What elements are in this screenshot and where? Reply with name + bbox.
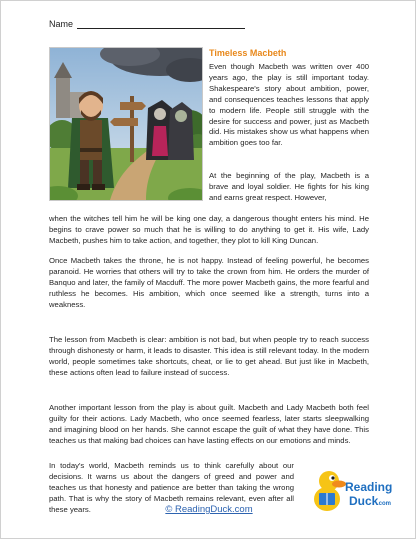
name-label: Name [49, 19, 74, 29]
name-field[interactable] [49, 19, 245, 29]
paragraph-1: Even though Macbeth was written over 400 years ago, the play is still important today. Shakespeare's story about ambition, power, and consequences teaches lessons that apply to modern life. People still struggle with the desire for success and power, just as Macbeth did. His mistakes show us what happens when ambition goes too far. [209, 62, 369, 148]
name-line[interactable] [77, 19, 245, 29]
paragraph-2-start: At the beginning of the play, Macbeth is a brave and loyal soldier. He fights for his king and earns great respect. However, [209, 171, 369, 202]
footer-link[interactable]: © ReadingDuck.com [165, 504, 253, 515]
logo-text-line1: Reading [345, 480, 393, 494]
macbeth-illustration [49, 47, 203, 201]
logo-text-line2: Duck [349, 494, 379, 508]
worksheet-title: Timeless Macbeth [209, 48, 287, 58]
logo-text-suffix: .com [377, 501, 392, 507]
illustration-macbeth-icon [50, 48, 202, 200]
paragraph-2-continued: when the witches tell him he will be king one day, a dangerous thought enters his mind. He begins to crave power so much that he is willing to do anything to get it. His wife, Lady Macbeth, pushes him to take action, and together, they plot to kill King Duncan. [49, 214, 369, 245]
paragraph-4: The lesson from Macbeth is clear: ambition is not bad, but when people try to reach success through dishonesty or harm, it leads to disaster. This idea is still relevant today. In the modern world, people sometimes take shortcuts, cheat, or lie to get ahead. But just like in Macbeth, these actions often lead to failure instead of success. [49, 335, 369, 377]
footer [1, 504, 416, 515]
paragraph-6: In today's world, Macbeth reminds us to think carefully about our decisions. It warns us about the dangers of greed and power and teaches us that honesty and patience are better than taking the wrong path. That is why the story of Macbeth remains relevant, even after all these years. [49, 461, 294, 514]
paragraph-3: Once Macbeth takes the throne, he is not happy. Instead of feeling powerful, he becomes paranoid. He worries that others will try to take the crown from him. He orders the murder of Banquo and later, the family of Macduff. The more power Macbeth gains, the more fearful and ruthless he becomes. His ambition, which once seemed like a strength, turns into a weakness. [49, 256, 369, 309]
paragraph-5: Another important lesson from the play is about guilt. Macbeth and Lady Macbeth both feel guilty for their actions. Lady Macbeth, who once seemed fearless, later starts sleepwalking and imagining blood on her hands. She cannot escape the guilt of what they have done. This teaches us that making bad choices can have lasting effects on our emotions and minds. [49, 403, 369, 445]
